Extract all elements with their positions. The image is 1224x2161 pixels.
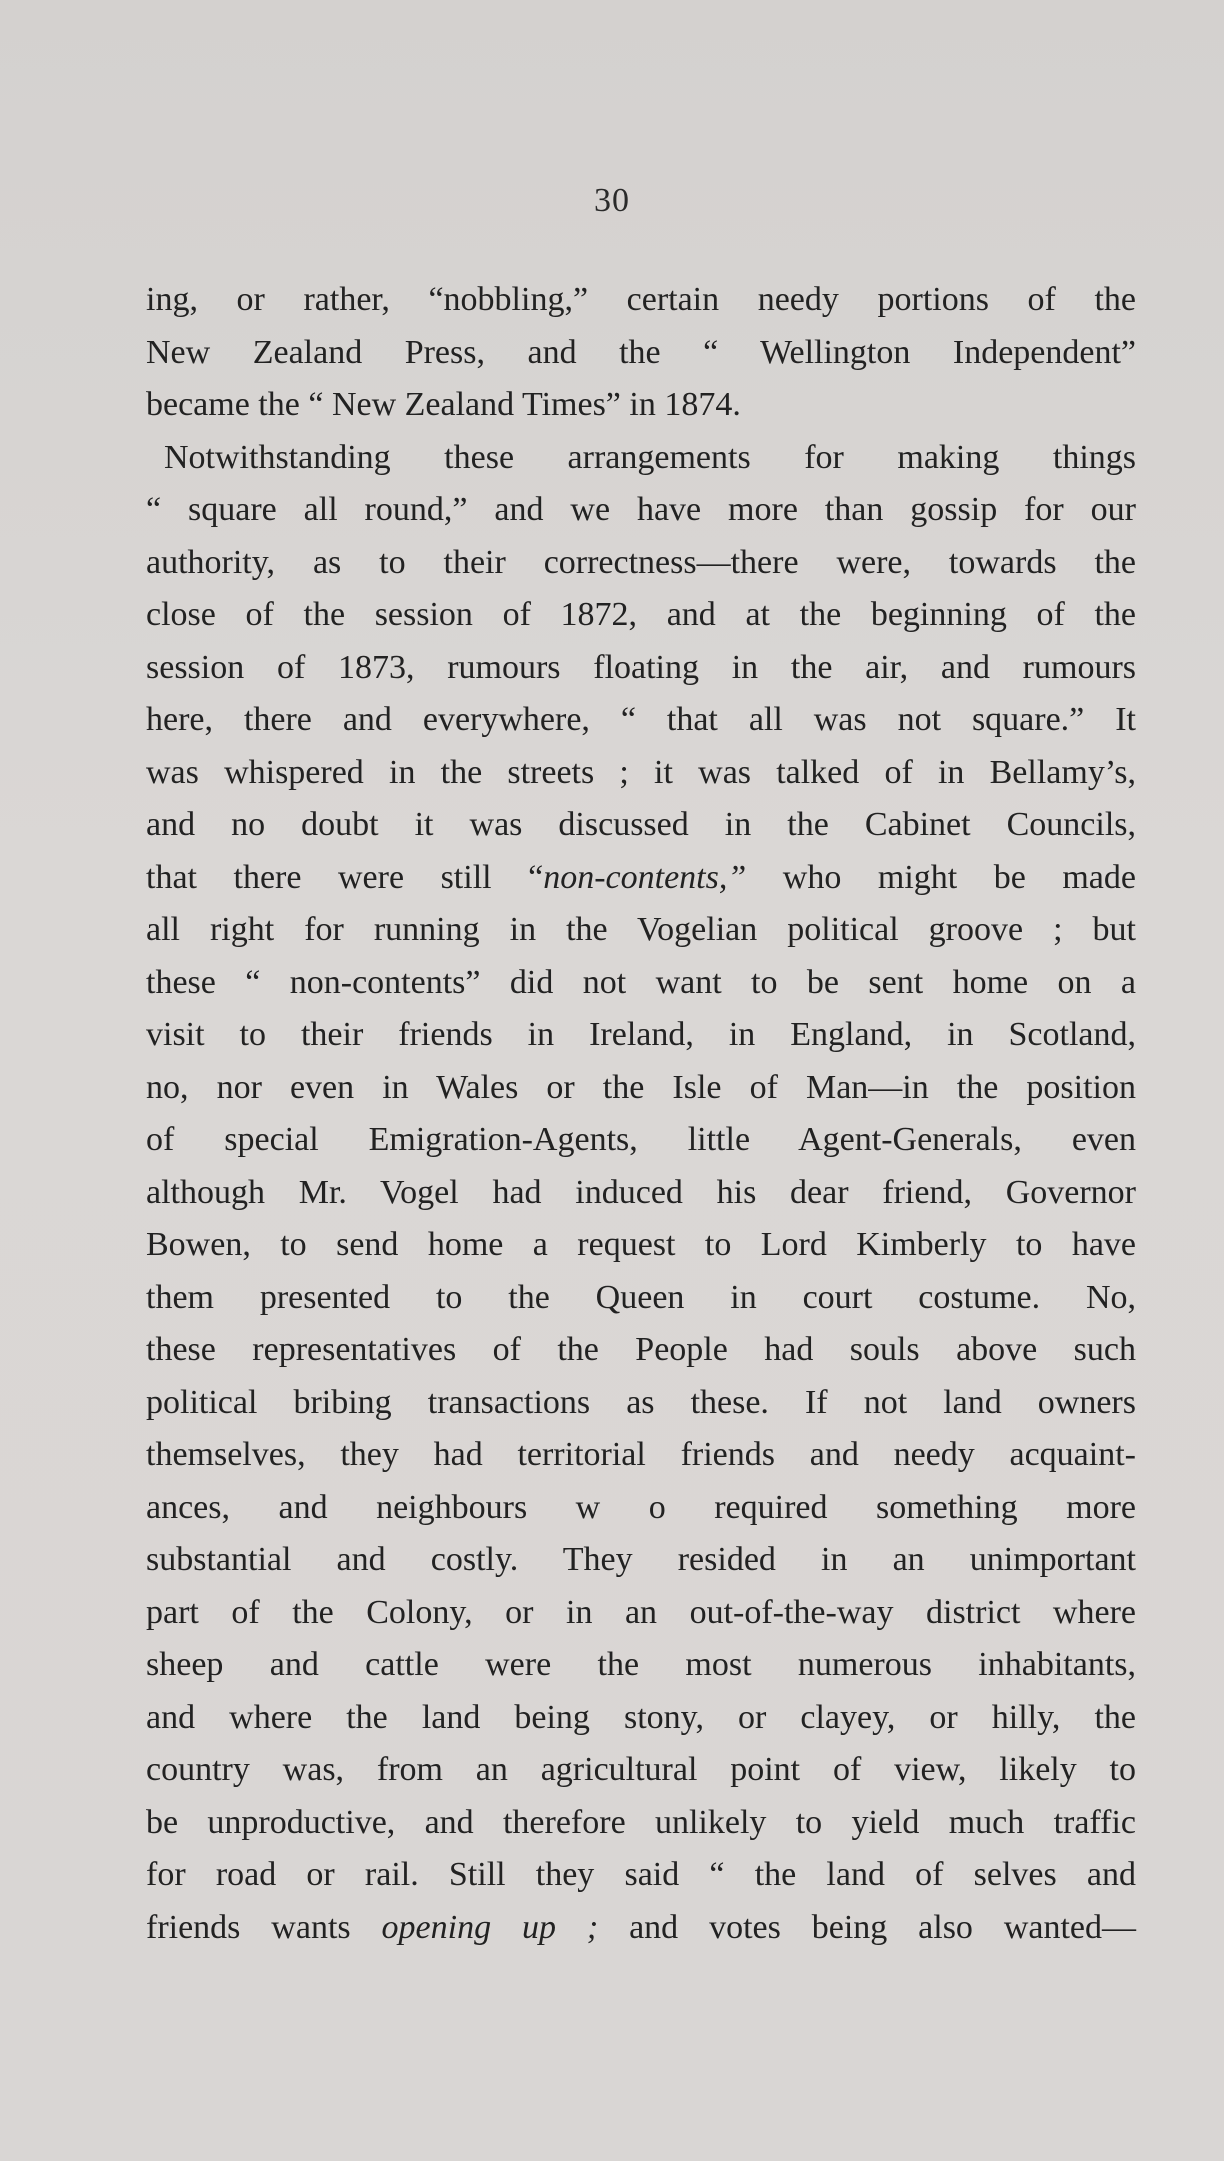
text-line-mixed bbox=[146, 1902, 1136, 1955]
text-line: part of the Colony, or in an out-of-the-way district where bbox=[146, 1593, 1136, 1631]
text-line: authority, as to their correctness—there were, towards the bbox=[146, 543, 1136, 581]
text-line: here, there and everywhere, “ that all was not square.” It bbox=[146, 701, 1136, 738]
text-line: ances, and neighbours w o required something more bbox=[146, 1488, 1136, 1526]
text-line: session of 1873, rumours floating in the air, and rumours bbox=[146, 648, 1136, 686]
text-line: ing, or rather, “nobbling,” certain needy portions of the bbox=[146, 281, 1136, 318]
text-line: themselves, they had territorial friends and needy acquaint- bbox=[146, 1436, 1136, 1473]
italic-phrase: non-contents,” bbox=[543, 858, 747, 896]
text-line: these representatives of the People had souls above such bbox=[146, 1331, 1136, 1368]
text-line: no, nor even in Wales or the Isle of Man—in the position bbox=[146, 1068, 1136, 1106]
text-line: be unproductive, and therefore unlikely to yield much traffic bbox=[146, 1803, 1136, 1841]
text-line: for road or rail. Still they said “ the land of selves and bbox=[146, 1856, 1136, 1893]
text-line: country was, from an agricultural point of view, likely to bbox=[146, 1751, 1136, 1788]
text-line: substantial and costly. They resided in an unimportant bbox=[146, 1541, 1136, 1578]
text-line: all right for running in the Vogelian political groove ; but bbox=[146, 911, 1136, 948]
text-segment: that there were still “ bbox=[146, 858, 544, 896]
text-line: these “ non-contents” did not want to be sent home on a bbox=[146, 963, 1136, 1001]
text-line-mixed bbox=[146, 852, 1136, 905]
text-line: sheep and cattle were the most numerous inhabitants, bbox=[146, 1646, 1136, 1683]
italic-phrase: opening up ; bbox=[381, 1908, 599, 1946]
text-line: close of the session of 1872, and at the beginning of the bbox=[146, 596, 1136, 633]
text-line: Bowen, to send home a request to Lord Kimberly to have bbox=[146, 1226, 1136, 1263]
text-line: was whispered in the streets ; it was talked of in Bellamy’s, bbox=[146, 753, 1136, 791]
text-segment: who might be made bbox=[746, 858, 1136, 896]
text-line: political bribing transactions as these. If not land owners bbox=[146, 1383, 1136, 1421]
body-text bbox=[146, 274, 1136, 1954]
text-line: and where the land being stony, or clayey, or hilly, the bbox=[146, 1698, 1136, 1736]
text-segment: friends wants bbox=[146, 1908, 382, 1946]
text-line: although Mr. Vogel had induced his dear friend, Governor bbox=[146, 1173, 1136, 1211]
text-line: became the “ New Zealand Times” in 1874. bbox=[146, 386, 741, 423]
page-number: 30 bbox=[594, 182, 630, 219]
text-line: “ square all round,” and we have more than gossip for our bbox=[146, 491, 1136, 528]
text-line: New Zealand Press, and the “ Wellington Independent” bbox=[146, 333, 1136, 371]
text-line: of special Emigration-Agents, little Agent-Generals, even bbox=[146, 1121, 1136, 1158]
text-line: visit to their friends in Ireland, in England, in Scotland, bbox=[146, 1016, 1136, 1053]
text-line: Notwithstanding these arrangements for making things bbox=[164, 438, 1136, 476]
text-line: and no doubt it was discussed in the Cabinet Councils, bbox=[146, 806, 1136, 843]
text-segment: and votes being also wanted— bbox=[598, 1908, 1136, 1946]
text-line: them presented to the Queen in court costume. No, bbox=[146, 1278, 1136, 1316]
